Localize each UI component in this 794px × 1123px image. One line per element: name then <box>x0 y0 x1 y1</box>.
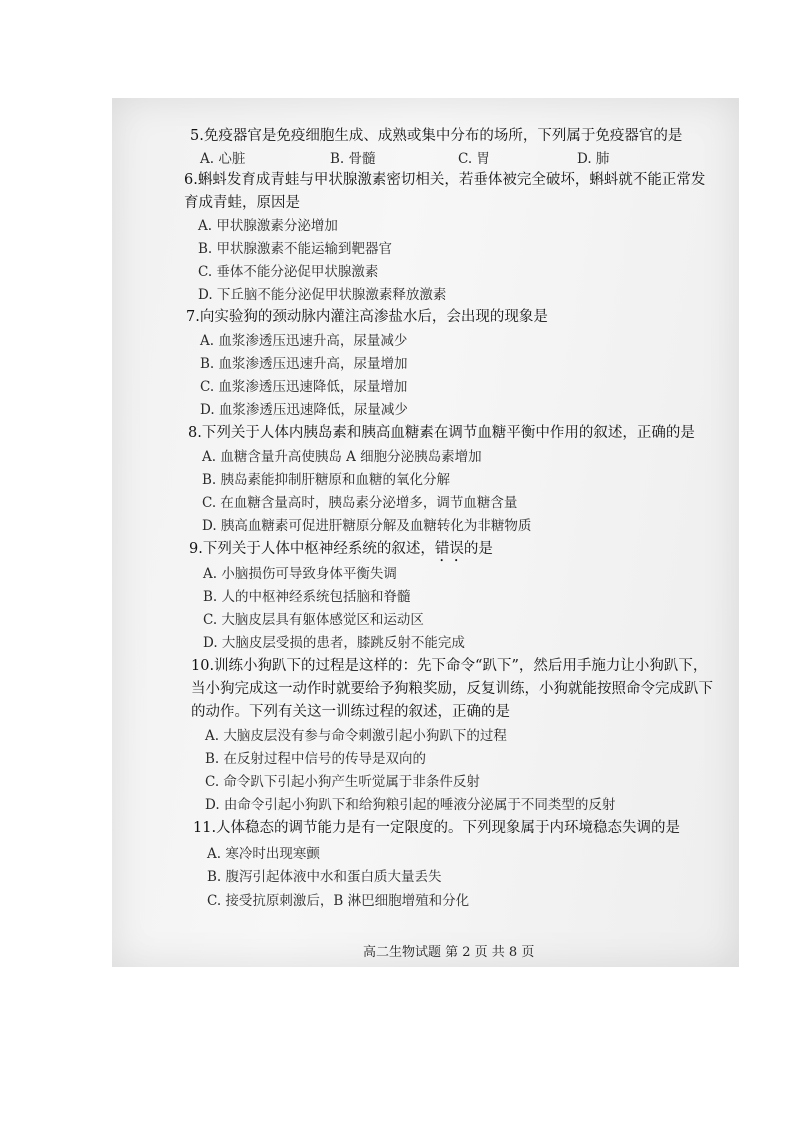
page-footer: 高二生物试题 第 2 页 共 8 页 <box>363 945 535 960</box>
question-10-stem-line-1: 10.训练小狗趴下的过程是这样的：先下命令“趴下”，然后用手施力让小狗趴下， <box>191 658 708 674</box>
question-11-option-a: A. 寒冷时出现寒颤 <box>207 846 320 862</box>
question-9-stem-suffix: 的是 <box>463 541 493 557</box>
question-11-stem: 11.人体稳态的调节能力是有一定限度的。下列现象属于内环境稳态失调的是 <box>193 820 681 836</box>
question-8-stem: 8.下列关于人体内胰岛素和胰高血糖素在调节血糖平衡中作用的叙述，正确的是 <box>188 425 695 441</box>
question-9-option-a: A. 小脑损伤可导致身体平衡失调 <box>203 566 397 582</box>
question-6-stem-line-2: 育成青蛙，原因是 <box>184 195 300 211</box>
question-6-option-b: B. 甲状腺激素不能运输到靶器官 <box>198 241 393 257</box>
question-10-option-b: B. 在反射过程中信号的传导是双向的 <box>205 751 427 767</box>
question-9-emphasis-wrong: 错误 <box>434 541 464 557</box>
question-11-option-c: C. 接受抗原刺激后，B 淋巴细胞增殖和分化 <box>207 893 470 909</box>
question-7-stem: 7.向实验狗的颈动脉内灌注高渗盐水后，会出现的现象是 <box>186 309 548 325</box>
question-7-option-a: A. 血浆渗透压迅速升高，尿量减少 <box>200 333 408 349</box>
question-6-option-a: A. 甲状腺激素分泌增加 <box>198 218 338 234</box>
question-5-option-c: C. 胃 <box>458 151 490 167</box>
question-10-option-c: C. 命令趴下引起小狗产生听觉属于非条件反射 <box>205 774 480 790</box>
question-6-option-d: D. 下丘脑不能分泌促甲状腺激素释放激素 <box>198 287 447 303</box>
question-11-option-b: B. 腹泻引起体液中水和蛋白质大量丢失 <box>207 869 442 885</box>
question-8-option-d: D. 胰高血糖素可促进肝糖原分解及血糖转化为非糖物质 <box>202 518 532 534</box>
question-9-stem <box>189 540 493 565</box>
question-9-option-c: C. 大脑皮层具有躯体感觉区和运动区 <box>203 612 424 628</box>
question-9-option-d: D. 大脑皮层受损的患者，膝跳反射不能完成 <box>203 635 465 651</box>
question-5-option-a: A. 心脏 <box>200 151 246 167</box>
question-7-option-b: B. 血浆渗透压迅速升高，尿量增加 <box>200 356 408 372</box>
question-6-option-c: C. 垂体不能分泌促甲状腺激素 <box>198 264 379 280</box>
question-5-stem: 5.免疫器官是免疫细胞生成、成熟或集中分布的场所，下列属于免疫器官的是 <box>190 128 683 144</box>
question-10-option-a: A. 大脑皮层没有参与命令刺激引起小狗趴下的过程 <box>205 728 507 744</box>
question-8-option-b: B. 胰岛素能抑制肝糖原和血糖的氧化分解 <box>202 472 451 488</box>
question-7-option-c: C. 血浆渗透压迅速降低，尿量增加 <box>200 379 408 395</box>
question-8-option-c: C. 在血糖含量高时，胰岛素分泌增多，调节血糖含量 <box>202 495 518 511</box>
question-5-option-d: D. 肺 <box>577 151 610 167</box>
question-8-option-a: A. 血糖含量升高使胰岛 A 细胞分泌胰岛素增加 <box>202 449 482 465</box>
question-10-stem-line-3: 的动作。下列有关这一训练过程的叙述，正确的是 <box>191 704 510 720</box>
question-10-stem-line-2: 当小狗完成这一动作时就要给予狗粮奖励，反复训练，小狗就能按照命令完成趴下 <box>191 681 713 697</box>
question-10-option-d: D. 由命令引起小狗趴下和给狗粮引起的唾液分泌属于不同类型的反射 <box>205 797 616 813</box>
question-9-option-b: B. 人的中枢神经系统包括脑和脊髓 <box>203 589 411 605</box>
question-9-stem-prefix: 9.下列关于人体中枢神经系统的叙述， <box>189 541 435 557</box>
question-6-stem-line-1: 6.蝌蚪发育成青蛙与甲状腺激素密切相关，若垂体被完全破坏，蝌蚪就不能正常发 <box>184 172 706 188</box>
question-5-option-b: B. 骨髓 <box>330 151 376 167</box>
question-7-option-d: D. 血浆渗透压迅速降低，尿量减少 <box>200 402 408 418</box>
